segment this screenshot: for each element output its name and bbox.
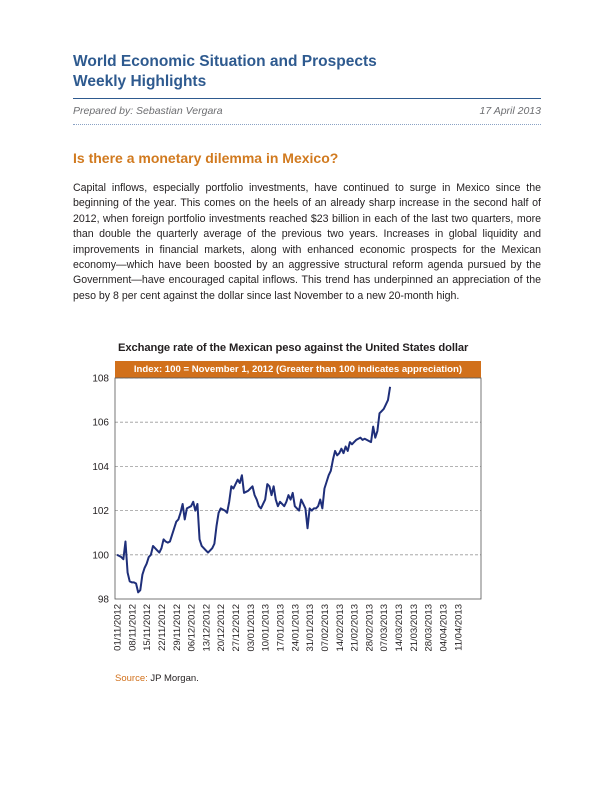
chart-title: Exchange rate of the Mexican peso against the United States dollar — [118, 342, 469, 354]
source-text: JP Morgan. — [150, 673, 199, 684]
y-tick-label-104: 104 — [92, 461, 109, 473]
y-tick-label-100: 100 — [92, 550, 109, 562]
x-tick-label-11: 17/01/2013 — [275, 604, 287, 652]
x-tick-label-22: 04/04/2013 — [438, 604, 450, 652]
x-tick-label-12: 24/01/2013 — [290, 604, 302, 652]
x-tick-label-4: 29/11/2012 — [171, 604, 183, 651]
x-tick-label-18: 07/03/2013 — [379, 604, 391, 652]
x-tick-label-14: 07/02/2013 — [319, 604, 331, 652]
x-tick-label-13: 31/01/2013 — [305, 604, 317, 652]
report-title-line1: World Economic Situation and Prospects — [73, 53, 377, 70]
x-tick-label-5: 06/12/2012 — [186, 604, 198, 652]
series-line-index — [117, 387, 390, 593]
y-tick-label-108: 108 — [92, 373, 109, 385]
y-tick-label-102: 102 — [92, 506, 109, 518]
report-title-line2: Weekly Highlights — [73, 73, 207, 90]
x-tick-label-2: 15/11/2012 — [142, 604, 154, 651]
x-tick-label-20: 21/03/2013 — [408, 604, 420, 652]
x-tick-label-9: 03/01/2013 — [245, 604, 257, 652]
body-paragraph: Capital inflows, especially portfolio investments, have continued to surge in Mexico since the beginning of the year. This comes on the heels of an already sharp increase in the second half of 2012, when foreign portfolio investments reached $23 billion in each of the last two quarters, more than double the quarterly average of the previous two years. Increases in global liquidity and improvements in financial markets, along with enhanced economic prospects for the Mexican economy—which have been boosted by an aggressive structural reform agenda pursued by the Government—have encouraged capital inflows. This trend has underpinned an appreciation of the peso by 8 per cent against the dollar since last November to a new 20-month high. — [73, 182, 541, 302]
x-tick-label-7: 20/12/2012 — [216, 604, 228, 652]
x-tick-label-3: 22/11/2012 — [156, 604, 168, 651]
x-tick-label-1: 08/11/2012 — [127, 604, 139, 651]
chart-subtitle-banner: Index: 100 = November 1, 2012 (Greater than 100 indicates appreciation) — [115, 361, 481, 378]
y-tick-label-98: 98 — [97, 594, 109, 606]
x-tick-label-8: 27/12/2012 — [231, 604, 243, 652]
x-tick-label-15: 14/02/2013 — [334, 604, 346, 652]
x-tick-label-19: 14/03/2013 — [394, 604, 406, 652]
y-tick-label-106: 106 — [92, 417, 109, 429]
x-tick-label-0: 01/11/2012 — [112, 604, 124, 651]
x-tick-label-6: 13/12/2012 — [201, 604, 213, 652]
source-note — [115, 673, 199, 684]
x-tick-label-17: 28/02/2013 — [364, 604, 376, 652]
x-tick-label-23: 11/04/2013 — [453, 604, 465, 651]
section-heading: Is there a monetary dilemma in Mexico? — [73, 150, 339, 166]
publication-date: 17 April 2013 — [479, 105, 541, 117]
author: Prepared by: Sebastian Vergara — [73, 105, 223, 117]
x-tick-label-21: 28/03/2013 — [423, 604, 435, 652]
x-tick-label-16: 21/02/2013 — [349, 604, 361, 652]
plot-frame — [115, 378, 481, 599]
source-label: Source: — [115, 673, 148, 684]
x-tick-label-10: 10/01/2013 — [260, 604, 272, 652]
